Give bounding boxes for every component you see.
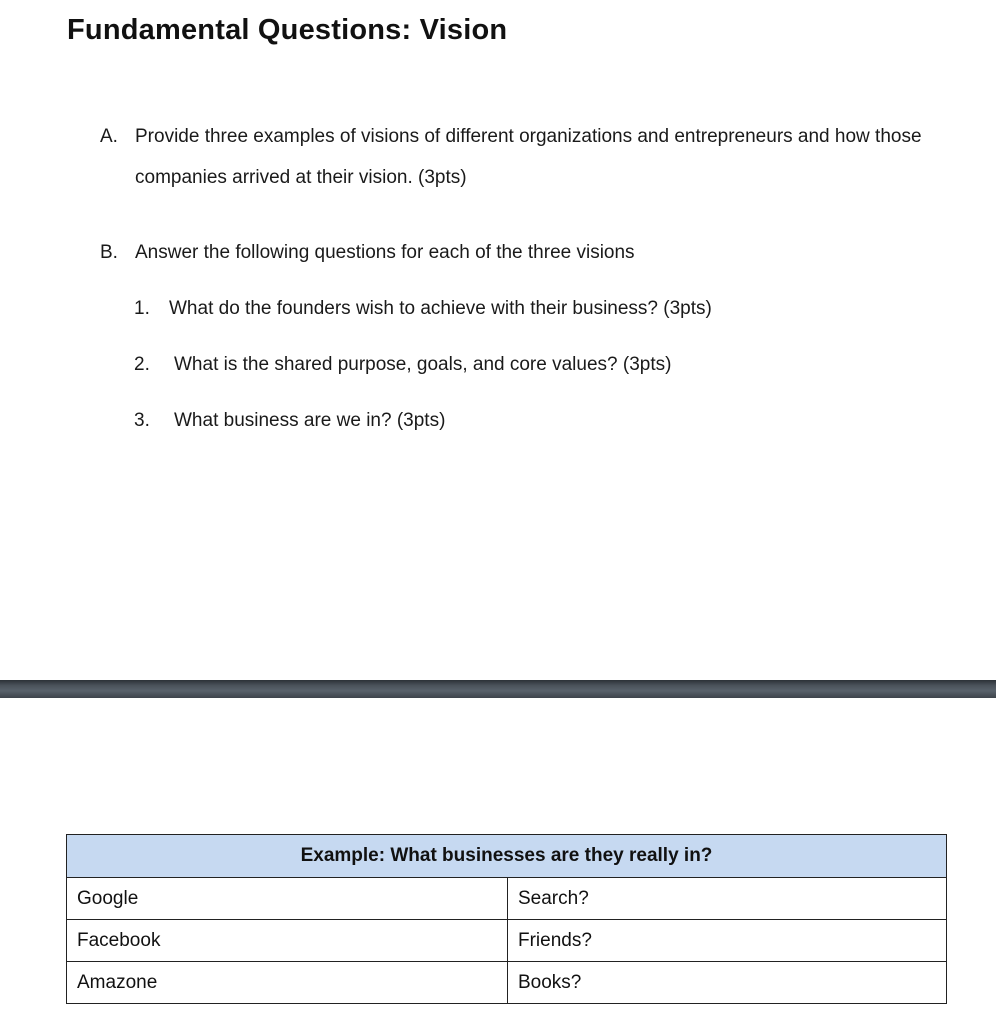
sub-question-text: What is the shared purpose, goals, and core values? (3pts)	[174, 354, 672, 375]
business-cell: Friends?	[508, 920, 947, 962]
table-row	[67, 962, 947, 1004]
table-row	[67, 920, 947, 962]
company-cell: Google	[67, 878, 508, 920]
question-b-text: Answer the following questions for each of the three visions	[135, 242, 635, 263]
question-b-marker: B.	[100, 242, 118, 263]
business-cell: Books?	[508, 962, 947, 1004]
page-title: Fundamental Questions: Vision	[67, 14, 508, 46]
sub-question-text: What do the founders wish to achieve with their business? (3pts)	[169, 298, 712, 319]
sub-question-number: 1.	[134, 298, 150, 319]
business-cell: Search?	[508, 878, 947, 920]
page-divider	[0, 680, 996, 698]
sub-question-number: 3.	[134, 410, 150, 431]
question-a-marker: A.	[100, 126, 118, 147]
question-a-text: Provide three examples of visions of different organizations and entrepreneurs and how those companies arrived at their vision. (3pts)	[135, 126, 922, 188]
table-header: Example: What businesses are they really in?	[67, 835, 947, 878]
sub-question-text: What business are we in? (3pts)	[174, 410, 446, 431]
company-cell: Facebook	[67, 920, 508, 962]
table-row	[67, 878, 947, 920]
example-table	[66, 834, 947, 1004]
company-cell: Amazone	[67, 962, 508, 1004]
sub-question-number: 2.	[134, 354, 150, 375]
